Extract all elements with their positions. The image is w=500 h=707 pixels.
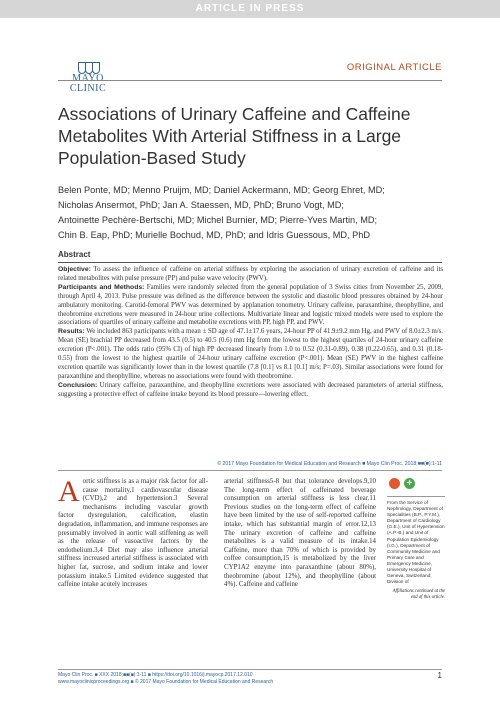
affiliations-continued: Affiliations continued at the end of this article. (392, 589, 445, 601)
abstract-results (58, 328, 443, 381)
conclusion-label: Conclusion: (58, 381, 98, 389)
footer-divider (58, 669, 442, 670)
methods-label: Participants and Methods: (58, 283, 145, 291)
body-column-2 (224, 478, 376, 590)
body-text: arterial stiffness5-8 but that tolerance develops.9,10 The long-term effect of caffeinated beverage consumption on arterial stiffness is less clear.11 Previous studies on the long-term effect of caffeine have been limited by the use of self-reported caffeine intake, which has substantial margin of error.12,13 The urinary excretion of caffeine and caffeine metabolites is a valid measure of its intake.14 Caffeine, more than 70% of which is provided by coffee consumption,15 is metabolized by the liver CYP1A2 enzyme into paraxanthine (about 80%), theobromine (about 12%), and theophylline (about 4%). Caffeine and caffeine (224, 478, 376, 589)
logo-line1: MAYO (72, 73, 104, 84)
sidebar-divider (387, 496, 445, 497)
objective-label: Objective: (58, 266, 91, 273)
author-line: Chin B. Eap, PhD; Murielle Bochud, MD, PhD; and Idris Guessous, MD, PhD (58, 230, 370, 240)
results-text: We included 863 participants with a mean ± SD age of 47.1±17.6 years, 24-hour PP of 41.9±9.2 mm Hg, and PWV of 8.0±2.3 m/s. Mean (SE) brachial PP decreased from 43.5 (0.5) to 40.5 (0.6) mm Hg from the lowest to the highest quartiles of 24-hour urinary caffeine excretion (P<.001). The odds ratio (95% CI) of high PP decreased linearly from 1.0 to 0.52 (0.31-0.89), 0.38 (0.22-0.65), and 0.31 (0.18-0.55) from the lowest to the highest quartile of 24-hour urinary caffeine excretion (P<.001). Mean (SE) PWV in the highest caffeine excretion quartile was significantly lower than in the lowest quartile (7.8 [0.1] vs 8.1 [0.1] m/s; P=.03). Similar associations were found for paraxanthine and theophylline, whereas no associations were found with theobromine. (58, 328, 443, 380)
logo-line2: CLINIC (69, 83, 107, 94)
drop-cap: A (58, 475, 80, 508)
footer-website[interactable]: www.mayoclinicproceedings.org ■ © 2017 Mayo Foundation for Medical Education and Research (58, 678, 274, 685)
sidebar-icons (387, 478, 445, 490)
methods-text: Families were randomly selected from the general population of 3 Swiss cities from November 25, 2009, through April 4, 2013. Pulse pressure was defined as the difference between the systolic and diastolic blood pressures obtained by 24-hour ambulatory monitoring. Carotid-femoral PWV was determined by applanation tonometry. Urinary caffeine, paraxanthine, theophylline, and theobromine excretions were measured in 24-hour urine collections. Multivariate linear and logistic mixed models were used to explore the associations of quartiles of urinary caffeine and metabolite excretions with PP, high PP, and PWV. (58, 283, 443, 327)
header-divider (58, 80, 442, 81)
abstract-bottom-divider (58, 470, 442, 471)
author-line: Belen Ponte, MD; Menno Pruijm, MD; Daniel Ackermann, MD; Georg Ehret, MD; (58, 185, 385, 195)
body-column-1 (58, 475, 208, 590)
abstract-methods (58, 284, 443, 329)
abstract-heading: Abstract (58, 250, 91, 259)
conclusion-text: Urinary caffeine, paraxanthine, and theophylline excretions were associated with decreased parameters of arterial stiffness, suggesting a protective effect of caffeine intake beyond its blood pressure—lowering effect. (58, 381, 443, 398)
copyright-line: © 2017 Mayo Foundation for Medical Education and Research ■ Mayo Clin Proc. 2018;■■(■):1-11 (217, 461, 442, 467)
affiliations: From the Service of Nephrology, Department of Specialities (B.P., P.Y.M.), Department of Cardiology (G.E.), Unit of Hypertension (A.P.-B.) and Unit of Population Epidemiology (I.G.), Department of Community Medicine and Primary Care and Emergency Medicine, University Hospital of Geneva, Switzerland; Division of (387, 500, 445, 585)
body-text: ortic stiffness is as a major risk factor for all-cause mortality,1 cardiovascular disease (CVD),2 and hypertension.3 Several mechanisms including vascular growth factor dysregulation, calcification, elastin degradation, inflammation, and immune responses are presumably involved in aortic wall stiffening as well as the release of vasoactive factors by the endothelium.3,4 Diet may also influence arterial stiffness increased arterial stiffness is associated with higher fat, sucrose, and sodium intake and lower potassium intake.5 Limited evidence suggested that caffeine intake acutely increases (58, 478, 208, 589)
cme-icon[interactable] (389, 478, 400, 489)
abstract-divider (58, 262, 442, 263)
crossmark-icon[interactable]: + (404, 478, 415, 489)
mayo-clinic-logo (58, 62, 118, 94)
results-label: Results: (58, 328, 85, 336)
objective-text: To assess the influence of caffeine on arterial stiffness by exploring the association of urinary excretion of caffeine and its related metabolites with pulse pressure (PP) and pulse wave velocity (PWV). (58, 266, 443, 282)
article-title: Associations of Urinary Caffeine and Caffeine Metabolites With Arterial Stiffness in a Large Population-Based Study (58, 104, 411, 168)
page-number: 1 (437, 671, 442, 680)
shield-icon (58, 62, 118, 74)
sidebar (387, 478, 445, 601)
footer-citation[interactable]: Mayo Clin Proc. ■ XXX 2018;■■(■):1-11 ■ https://doi.org/10.1016/j.mayocp.2017.12.010 (58, 672, 253, 678)
author-list (58, 183, 443, 243)
footer (58, 672, 273, 685)
abstract-conclusion (58, 382, 443, 400)
section-label: ORIGINAL ARTICLE (346, 62, 442, 73)
author-line: Nicholas Ansermot, PhD; Jan A. Staessen, MD, PhD; Bruno Vogt, MD; (58, 200, 344, 210)
abstract-objective (58, 266, 443, 284)
article-in-press-banner: ARTICLE IN PRESS (0, 0, 500, 18)
abstract-body (58, 266, 443, 400)
author-line: Antoinette Pechère-Bertschi, MD; Michel Burnier, MD; Pierre-Yves Martin, MD; (58, 215, 378, 225)
